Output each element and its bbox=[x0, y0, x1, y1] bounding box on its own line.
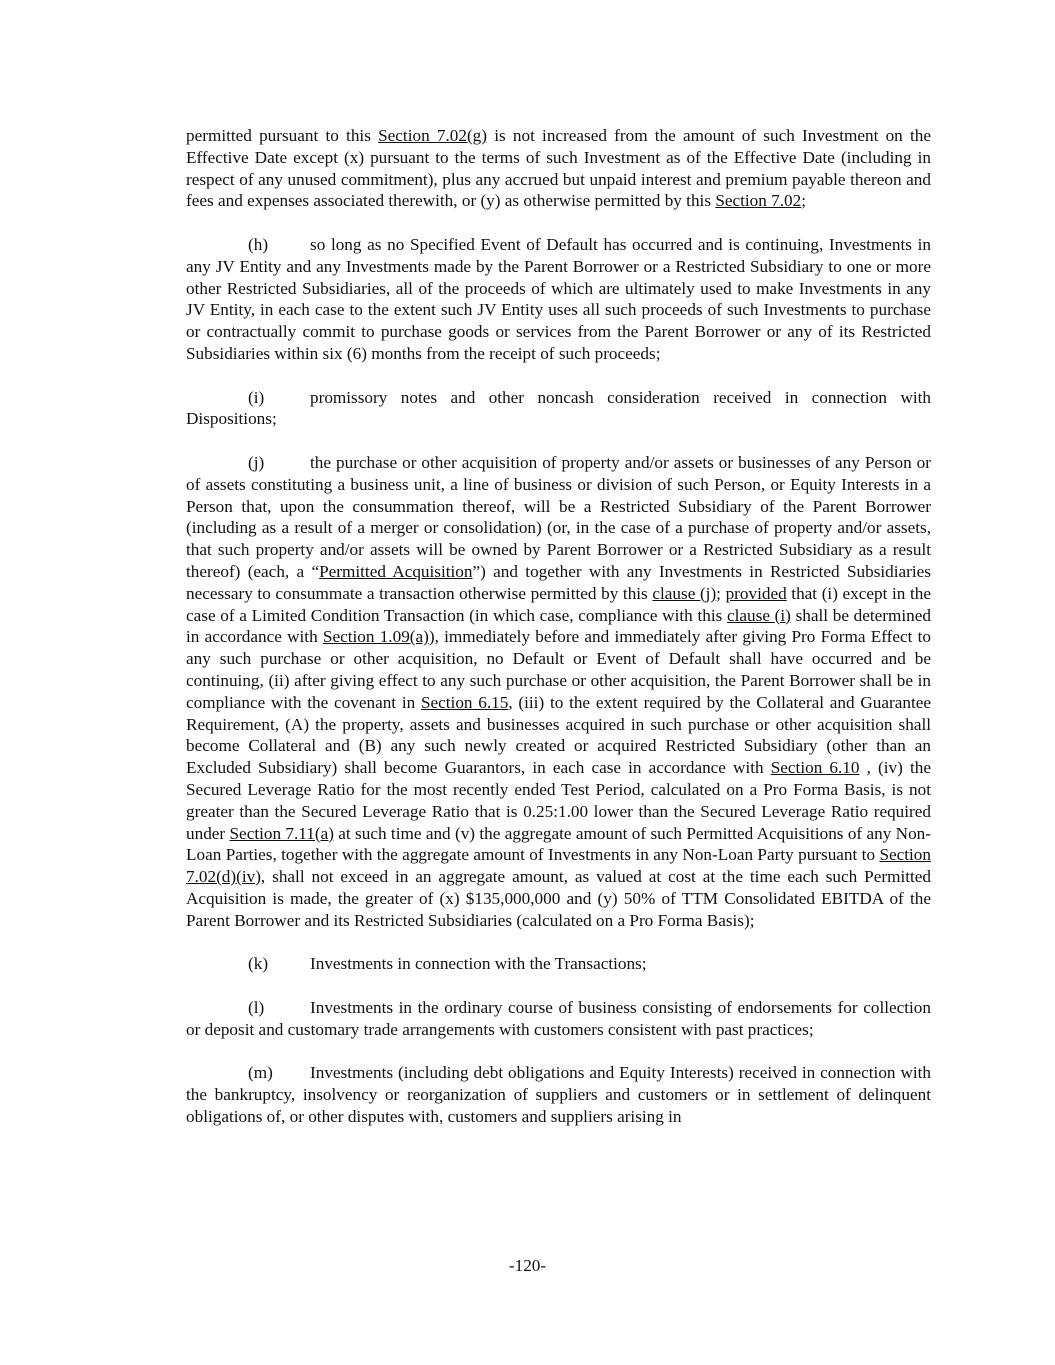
text-run: shall be determined in accordance with bbox=[186, 605, 931, 647]
paragraph-l bbox=[186, 997, 931, 1041]
cross-reference: Section 6.10 bbox=[770, 758, 860, 778]
cross-reference: clause (i) bbox=[727, 605, 791, 625]
paragraph-h bbox=[186, 234, 931, 365]
paragraph-j bbox=[186, 452, 931, 932]
cross-reference: Section 7.02(d)(iv), bbox=[186, 845, 931, 887]
cross-reference: clause (j) bbox=[652, 583, 717, 603]
clause-text: so long as no Specified Event of Default has occurred and is continuing, Investments in any JV Entity and any Investments made by the Parent Borrower or a Restricted Subsidiary to one or more other Restricted Subsidiaries, all of the proceeds of which are ultimately used to make Investments in any JV Entity, in each case to the extent such JV Entity uses all such proceeds of such Investments to purchase or contractually commit to purchase goods or services from the Parent Borrower or any of its Restricted Subsidiaries within six (6) months from the receipt of such proceeds; bbox=[186, 234, 931, 363]
clause-label: (m) bbox=[248, 1063, 273, 1083]
paragraph-i bbox=[186, 387, 931, 431]
cross-reference: Section 7.11(a) bbox=[229, 823, 334, 843]
text-run: ), immediately before and immediately after giving Pro Forma Effect to any such purchase or other acquisition, no Default or Event of Default shall have occurred and be continuing, (ii) after giving effect to any such purchase or other acquisition, the Parent Borrower shall be in compliance with the covenant in bbox=[186, 627, 931, 712]
cross-reference: Section 6.15 bbox=[420, 692, 509, 712]
cross-reference: Section 7.02 bbox=[715, 191, 802, 211]
paragraph-m bbox=[186, 1062, 931, 1127]
cross-reference: Section 7.02(g) bbox=[378, 126, 487, 145]
paragraph-g-continuation bbox=[186, 125, 931, 212]
clause-text: Investments in connection with the Transactions; bbox=[310, 954, 647, 974]
cross-reference: Section 1.09(a) bbox=[322, 627, 429, 647]
clause-label: (k) bbox=[248, 954, 269, 974]
clause-label: (h) bbox=[248, 234, 269, 254]
text-run: ; bbox=[716, 583, 726, 603]
text-run: , (iii) to the extent required by the Collateral and Guarantee Requirement, (A) the property, assets and businesses acquired in such purchase or other acquisition shall become Collateral and (B) any such newly created or acquired Restricted Subsidiary (other than an Excluded Subsidiary) shall become Guarantors, in each case in accordance with bbox=[186, 692, 931, 778]
clause-label: (l) bbox=[248, 997, 265, 1017]
text-run: the purchase or other acquisition of property and/or assets or businesses of any Person or of assets constituting a business unit, a line of business or division of such Person, or Equity Interests in a Person that, upon the consummation thereof, will be a Restricted Subsidiary of the Parent Borrower (including as a result of a merger or consolidation) (or, in the case of a purchase of property and/or assets, that such property and/or assets will be owned by Parent Borrower or a Restricted Subsidiary as a result thereof) (each, a “ bbox=[186, 452, 931, 581]
paragraph-k bbox=[186, 953, 931, 975]
text-run: at such time and (v) the aggregate amount of such Permitted Acquisitions of any Non-Loan Parties, together with the aggregate amount of Investments in any Non-Loan Party pursuant to bbox=[186, 823, 931, 865]
clause-label: (j) bbox=[248, 452, 265, 472]
proviso-term: provided bbox=[725, 583, 787, 603]
clause-text: Investments (including debt obligations and Equity Interests) received in connection with the bankruptcy, insolvency or reorganization of suppliers and customers or in settlement of delinquent obligations of, or other disputes with, customers and suppliers arising in bbox=[186, 1063, 931, 1126]
clause-text: promissory notes and other noncash consideration received in connection with Dispositions; bbox=[186, 387, 931, 429]
clause-label: (i) bbox=[248, 387, 265, 407]
text-run: , (iv) the Secured Leverage Ratio for the most recently ended Test Period, calculated on a Pro Forma Basis, is not greater than the Secured Leverage Ratio that is 0.25:1.00 lower than the Secured Leverage Ratio required under bbox=[186, 758, 931, 843]
text-run: ; bbox=[801, 191, 807, 211]
text-run: that (i) except in the case of a Limited Condition Transaction (in which case, compliance with this bbox=[186, 583, 932, 625]
clause-text: Investments in the ordinary course of business consisting of endorsements for collection or deposit and customary trade arrangements with customers consistent with past practices; bbox=[186, 997, 931, 1039]
text-run: shall not exceed in an aggregate amount, as valued at cost at the time each such Permitted Acquisition is made, the greater of (x) $135,000,000 and (y) 50% of TTM Consolidated EBITDA of the Parent Borrower and its Restricted Subsidiaries (calculated on a Pro Forma Basis); bbox=[186, 867, 931, 930]
document-body bbox=[186, 125, 931, 1149]
text-run: permitted pursuant to this bbox=[186, 126, 379, 145]
defined-term: Permitted Acquisition bbox=[319, 561, 473, 581]
text-run: is not increased from the amount of such Investment on the Effective Date except (x) pursuant to the terms of such Investment as of the Effective Date (including in respect of any unused commitment), plus any accrued but unpaid interest and premium payable thereon and fees and expenses associated therewith, or (y) as otherwise permitted by this bbox=[186, 126, 931, 211]
page-number: -120- bbox=[508, 1256, 547, 1275]
text-run: ”) and together with any Investments in Restricted Subsidiaries necessary to consummate a transaction otherwise permitted by this bbox=[186, 561, 931, 603]
